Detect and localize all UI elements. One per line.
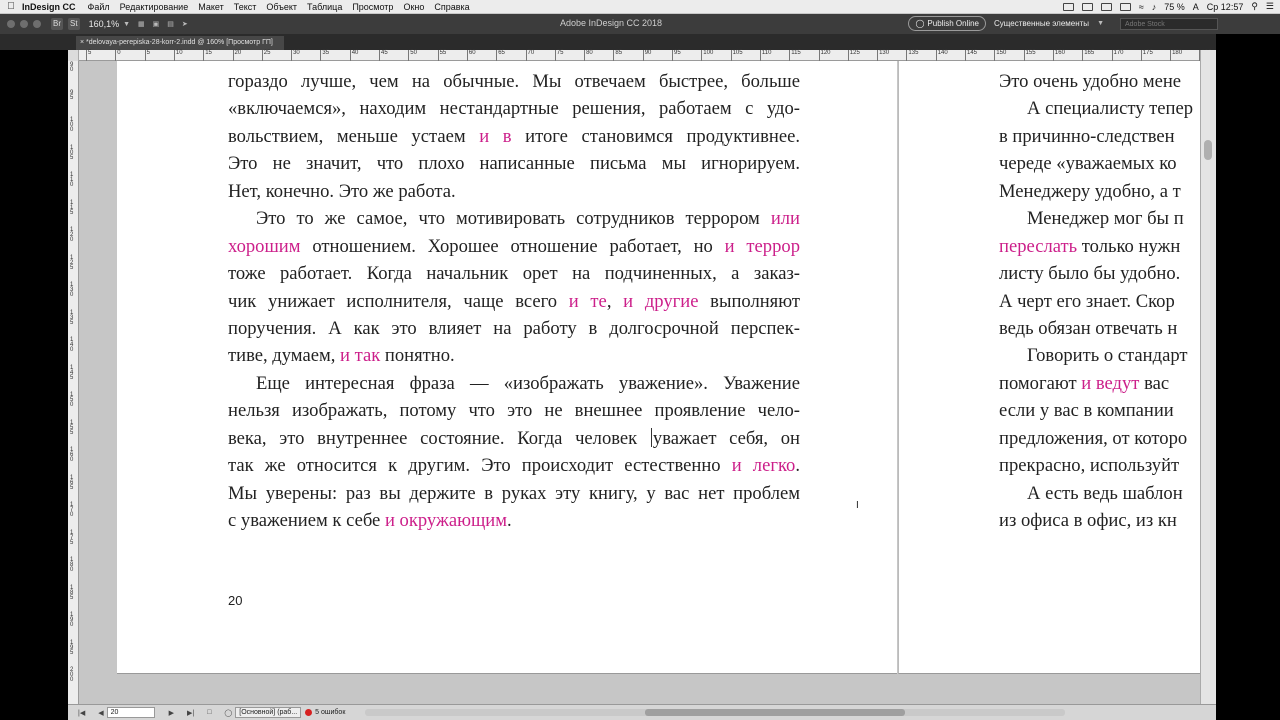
ruler-tick-label: 90	[644, 50, 652, 56]
previous-page-icon[interactable]: ◀	[98, 709, 104, 717]
ruler-tick-label: 175	[1142, 50, 1153, 56]
text-run: А специалисту тепер	[1027, 98, 1194, 120]
stock-button[interactable]: St	[70, 19, 78, 28]
ruler-tick-label: 75	[556, 50, 564, 56]
ruler-tick-label: 100	[70, 117, 74, 133]
highlighted-word: и ведут	[1081, 372, 1140, 394]
error-count[interactable]: 5 ошибок	[315, 709, 346, 716]
arrange-documents-icon[interactable]: ▤	[167, 21, 174, 28]
page-left[interactable]	[117, 61, 897, 674]
ruler-tick-label: 105	[732, 50, 743, 56]
preflight-profile-icon[interactable]: ◯	[224, 709, 233, 717]
volume-icon[interactable]: ♪	[1151, 1, 1157, 12]
adobe-stock-search[interactable]: Adobe Stock	[1120, 18, 1218, 30]
search-icon[interactable]: ⚲	[1251, 1, 1258, 11]
right-page-line	[999, 95, 1193, 122]
menu-window[interactable]: Окно	[403, 1, 425, 12]
view-options-icon[interactable]: ▦	[138, 21, 145, 28]
right-page-line	[999, 315, 1193, 342]
text-run: выполняют	[698, 290, 800, 312]
right-page-line	[999, 507, 1193, 534]
horizontal-scrollbar[interactable]	[365, 709, 1065, 716]
text-run: тиве, думаем,	[228, 345, 341, 367]
text-run: нельзя изображать, потому что это не внешнее проявление чело-	[228, 400, 800, 422]
app-bar	[0, 14, 1280, 34]
status-icon-2[interactable]	[1082, 3, 1093, 11]
text-cursor-icon: I	[856, 500, 859, 511]
left-text-frame[interactable]	[228, 68, 808, 534]
ruler-tick-label: 135	[70, 309, 74, 326]
window-title: Adobe InDesign CC 2018	[560, 18, 663, 28]
text-run: Говорить о стандарт	[1027, 345, 1188, 367]
next-page-icon[interactable]: ▶	[168, 709, 174, 717]
list-icon[interactable]: ☰	[1265, 1, 1274, 11]
left-page-line	[228, 95, 800, 122]
ruler-tick-label: 85	[615, 50, 623, 56]
text-run: прекрасно, используйт	[999, 455, 1180, 477]
menu-object[interactable]: Объект	[266, 1, 298, 12]
ruler-tick-label: 110	[761, 50, 772, 56]
ruler-tick-label: 115	[70, 199, 74, 216]
ruler-tick-label: 140	[70, 337, 74, 353]
text-run: гораздо лучше, чем на обычные. Мы отвечаем быстрее, больше	[228, 71, 800, 92]
highlighted-word: и те	[568, 290, 607, 312]
highlighted-word: или	[770, 208, 800, 230]
ruler-tick-label: 165	[70, 474, 74, 491]
text-run: поручения. А как это влияет на работу в долгосрочной перспек-	[228, 317, 800, 339]
ruler-tick-label: 160	[70, 447, 74, 463]
ruler-tick-label: 95	[70, 89, 74, 101]
workspace-switcher[interactable]: Существенные элементы	[994, 19, 1090, 28]
left-page-line	[228, 507, 808, 534]
status-icon-1[interactable]	[1063, 3, 1074, 11]
left-page-line	[228, 315, 800, 342]
right-page-line	[999, 480, 1193, 507]
ruler-tick-label: 95	[674, 50, 681, 56]
menubar-status-area	[1063, 1, 1280, 12]
pasteboard[interactable]	[79, 61, 1200, 704]
ruler-tick-label: 115	[791, 50, 801, 56]
text-run: отношением. Хорошее отношение работает, но	[300, 235, 725, 257]
text-run: листу было бы удобно.	[999, 263, 1181, 285]
ruler-tick-label: 90	[70, 62, 74, 73]
highlighted-word: и окружающим	[384, 510, 508, 531]
ruler-tick-label: 180	[1172, 50, 1183, 56]
right-page-line	[999, 68, 1193, 95]
text-run: так же относится к другим. Это происходит естественно	[228, 455, 732, 477]
page-right[interactable]	[898, 61, 1218, 674]
ruler-origin[interactable]	[68, 50, 79, 61]
wifi-icon[interactable]: ≈	[1138, 1, 1144, 12]
left-page-line	[228, 288, 800, 315]
text-run: если у вас в компании	[999, 400, 1174, 422]
ruler-tick-label: 200	[70, 667, 74, 683]
text-run: чик унижает исполнителя, чаще всего	[228, 290, 569, 312]
left-page-line	[228, 480, 800, 507]
text-run: только нужн	[1077, 235, 1181, 257]
gpu-icon[interactable]: ➤	[181, 21, 188, 28]
ruler-tick-label: 155	[1025, 50, 1036, 56]
ruler-tick-label: 125	[70, 254, 74, 271]
bridge-button[interactable]: Br	[53, 19, 61, 28]
text-run: предложения, от которо	[999, 427, 1188, 449]
highlighted-word: переслать	[999, 235, 1078, 257]
ruler-tick-label: 60	[468, 50, 476, 56]
left-page-line	[228, 260, 800, 287]
menu-type[interactable]: Текст	[233, 1, 257, 12]
ruler-tick-label: 150	[996, 50, 1007, 56]
ruler-tick-label: 130	[879, 50, 890, 56]
text-run: Это очень удобно мене	[999, 71, 1182, 92]
left-page-line	[228, 452, 800, 479]
open-page-icon[interactable]: □	[207, 709, 212, 716]
horizontal-ruler[interactable]	[68, 50, 1200, 61]
right-page-line	[999, 178, 1193, 205]
ruler-tick-label: 15	[205, 50, 212, 56]
left-page-line	[228, 397, 800, 424]
text-run: из офиса в офис, из кн	[999, 510, 1177, 531]
text-run: Еще интересная фраза — «изображать уважение». Уважение	[256, 372, 800, 394]
menu-file[interactable]: Файл	[87, 1, 110, 12]
ruler-tick-label: 10	[175, 50, 183, 56]
text-run: уважает себя, он	[652, 427, 800, 449]
minimize-window-button[interactable]	[20, 20, 28, 28]
appbar-right	[908, 16, 1218, 31]
ruler-tick-label: 195	[70, 639, 74, 656]
right-page-line	[999, 425, 1193, 452]
ruler-tick-label: 130	[70, 282, 74, 298]
highlighted-word: хорошим	[228, 235, 301, 257]
globe-icon: ◯	[915, 19, 925, 28]
text-run: .	[795, 455, 800, 477]
ruler-tick-label: 145	[967, 50, 978, 56]
panel-dock	[1216, 34, 1280, 720]
ruler-tick-label: 125	[849, 50, 860, 56]
publish-label: Publish Online	[927, 19, 979, 28]
left-page-line	[228, 425, 800, 452]
status-icon-3[interactable]	[1101, 3, 1112, 11]
zoom-dropdown-icon[interactable]: ▼	[123, 20, 131, 28]
close-tab-icon[interactable]: ×	[80, 39, 85, 46]
ruler-tick-label: 110	[70, 172, 74, 188]
status-icon-4[interactable]	[1120, 3, 1131, 11]
text-run: Это то же самое, что мотивировать сотрудников террором	[256, 208, 771, 230]
ruler-tick-label: 40	[351, 50, 359, 56]
text-run: с уважением к себе	[228, 510, 385, 531]
vertical-scrollbar-thumb[interactable]	[1204, 140, 1212, 160]
ruler-tick-label: 70	[527, 50, 535, 56]
preflight-profile-select[interactable]: [Основной] (раб...	[235, 707, 301, 718]
menu-table[interactable]: Таблица	[307, 1, 343, 12]
document-tab-label: *delovaya-perepiska-28-korr-2.indd @ 160% [Просмотр ГП]	[86, 39, 273, 46]
battery-label[interactable]: 75 %	[1164, 1, 1185, 12]
ruler-tick-label: 160	[1054, 50, 1065, 56]
right-page-line	[999, 342, 1193, 369]
right-text-frame[interactable]	[999, 68, 1193, 534]
horizontal-scrollbar-thumb[interactable]	[645, 709, 905, 716]
left-page-line	[228, 205, 800, 232]
ruler-tick-label: 120	[70, 227, 74, 243]
zoom-window-button[interactable]	[33, 20, 41, 28]
highlighted-word: и другие	[623, 290, 699, 312]
right-page-line	[999, 370, 1193, 397]
close-window-button[interactable]	[7, 20, 15, 28]
text-run: итоге становимся продуктивнее.	[511, 125, 800, 147]
left-page-line	[228, 233, 800, 260]
ruler-tick-label: 155	[70, 419, 74, 436]
publish-online-button[interactable]	[908, 16, 986, 31]
vertical-ruler[interactable]	[68, 61, 79, 704]
ruler-tick-label: 5	[88, 50, 92, 56]
ruler-tick-label: 135	[908, 50, 919, 56]
right-page-line	[999, 205, 1193, 232]
text-run: ,	[606, 290, 624, 312]
ruler-tick-label: 140	[937, 50, 948, 56]
right-page-line	[999, 260, 1193, 287]
text-run: вольствием, меньше устаем	[228, 125, 480, 147]
left-page-line	[228, 370, 800, 397]
left-page-line	[228, 342, 808, 369]
text-run: А есть ведь шаблон	[1027, 482, 1183, 504]
workspace-dropdown-icon[interactable]: ▼	[1097, 20, 1104, 27]
zoom-level[interactable]: 160,1%	[88, 19, 120, 29]
ruler-tick-label: 5	[146, 50, 150, 56]
menu-view[interactable]: Просмотр	[352, 1, 394, 12]
ruler-tick-label: 65	[498, 50, 505, 56]
ruler-tick-label: 80	[586, 50, 593, 56]
ruler-tick-label: 190	[70, 612, 74, 628]
right-page-line	[999, 150, 1193, 177]
ruler-tick-label: 145	[70, 364, 74, 381]
text-run: Менеджеру удобно, а т	[999, 180, 1181, 202]
right-page-line	[999, 397, 1193, 424]
text-run: тоже работает. Когда начальник орет на подчиненных, а заказ-	[228, 263, 800, 285]
highlighted-word: и в	[479, 125, 512, 147]
document-tab[interactable]	[76, 36, 284, 50]
ruler-tick-label: 25	[263, 50, 271, 56]
text-run: помогают	[999, 372, 1082, 394]
screen-mode-icon[interactable]: ▣	[152, 21, 160, 28]
status-bar	[68, 704, 1216, 720]
highlighted-word: и террор	[724, 235, 800, 257]
vertical-scrollbar[interactable]	[1200, 50, 1216, 704]
text-run: .	[507, 510, 512, 531]
menu-edit[interactable]: Редактирование	[119, 1, 189, 12]
ruler-tick-label: 120	[820, 50, 831, 56]
menu-layout[interactable]: Макет	[198, 1, 224, 12]
ruler-tick-label: 175	[70, 529, 74, 546]
left-page-line	[228, 123, 800, 150]
text-run: Мы уверены: раз вы держите в руках эту книгу, у вас нет проблем	[228, 482, 800, 504]
insertion-caret	[651, 428, 652, 447]
menu-help[interactable]: Справка	[434, 1, 470, 12]
ruler-tick-label: 185	[70, 584, 74, 601]
text-run: Менеджер мог бы п	[1027, 208, 1184, 230]
ruler-tick-label: 45	[381, 50, 388, 56]
right-page-line	[999, 452, 1193, 479]
text-run: понятно.	[380, 345, 455, 367]
last-page-icon[interactable]: ▶|	[186, 709, 195, 717]
text-run: вас	[1139, 372, 1170, 394]
error-status-icon	[305, 709, 312, 716]
input-source-icon[interactable]: A	[1192, 1, 1199, 12]
ruler-tick-label: 150	[70, 392, 74, 408]
document-tab-bar	[0, 34, 1280, 50]
macos-menubar	[0, 0, 1280, 14]
ruler-tick-label: 170	[1113, 50, 1124, 56]
ruler-tick-label: 180	[70, 557, 74, 573]
ruler-tick-label: 170	[70, 502, 74, 518]
apple-icon[interactable]	[0, 1, 22, 12]
ruler-tick-label: 105	[70, 144, 74, 161]
text-run: в причинно-следствен	[999, 125, 1175, 147]
first-page-icon[interactable]: |◀	[78, 709, 86, 717]
ruler-tick-label: 165	[1084, 50, 1095, 56]
text-run: «включаемся», находим нестандартные решения, работаем с удо-	[228, 98, 800, 120]
left-page-line	[228, 68, 800, 95]
right-page-line	[999, 123, 1193, 150]
ruler-tick-label: 100	[703, 50, 714, 56]
left-page-line	[228, 178, 808, 205]
right-page-line	[999, 288, 1193, 315]
ruler-tick-label: 30	[293, 50, 300, 56]
right-page-line	[999, 233, 1193, 260]
page-number: 20	[228, 593, 243, 608]
window-controls	[7, 20, 41, 28]
clock[interactable]: Ср 12:57	[1206, 1, 1244, 12]
text-run: череде «уважаемых ко	[999, 153, 1177, 175]
text-run: Это не значит, что плохо написанные письма мы игнорируем.	[228, 153, 800, 175]
left-page-line	[228, 150, 800, 177]
ruler-tick-label: 35	[322, 50, 330, 56]
text-run: ведь обязан отвечать н	[999, 317, 1178, 339]
text-run: века, это внутреннее состояние. Когда человек	[228, 427, 650, 449]
highlighted-word: и легко	[731, 455, 796, 477]
page-number-input[interactable]: 20	[107, 707, 155, 718]
highlighted-word: и так	[340, 345, 381, 367]
menu-app-name[interactable]: InDesign CC	[22, 1, 76, 12]
ruler-tick-label: 50	[410, 50, 417, 56]
ruler-tick-label: 55	[439, 50, 447, 56]
text-run: А черт его знает. Скор	[999, 290, 1175, 312]
text-run: Нет, конечно. Это же работа.	[228, 180, 456, 202]
ruler-tick-label: 20	[234, 50, 242, 56]
ruler-tick-label: 0	[117, 50, 121, 56]
